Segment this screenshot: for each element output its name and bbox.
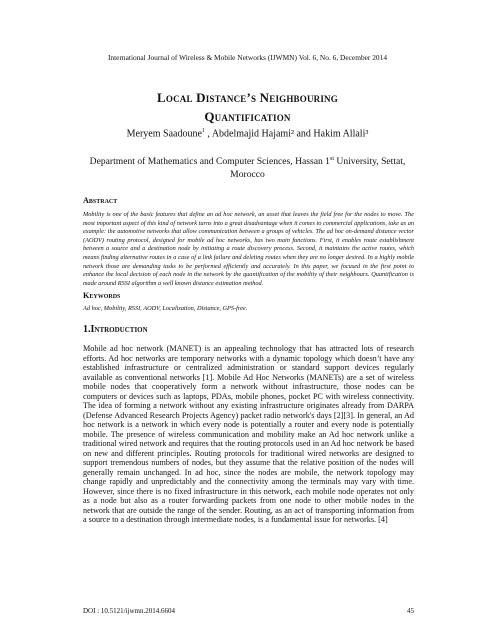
author-1: Meryem Saadoune bbox=[126, 128, 202, 140]
author-list bbox=[40, 128, 455, 139]
page-number: 45 bbox=[407, 607, 414, 615]
affiliation-line-1: Department of Mathematics and Computer Sciences, Hassan 1st University, Settat, bbox=[89, 156, 406, 168]
keywords-text: Ad hoc, Mobility, RSSI, AODV, Localization, Distance, GPS-free. bbox=[83, 305, 248, 312]
abstract-text: Mobility is one of the basic features that define an ad hoc network, an asset that leaves the field free for the nodes to move. The most important aspect of this kind of network turns into a great disadvantage when it comes to commercial applications, take as an example: the automotive networks that allow communication between a groups of vehicles. The ad hoc on-demand distance vector (AODV) routing protocol, designed for mobile ad hoc networks, has two main functions. First, it enables route establishment between a source and a destination node by initiating a route discovery process. Second, it maintains the active routes, which means finding alternative routes in a case of a link failure and deleting routes when they are no longer desired. In a highly mobile network those are demanding tasks to be performed efficiently and accurately. In this paper, we focused in the first point to enhance the local decision of each node in the network by the quantification of the mobility of their neighbours. Quantification is made around RSSI algorithm a well known distance estimation method. bbox=[83, 211, 414, 287]
abstract-heading: Abstract bbox=[83, 196, 118, 205]
keywords-heading: Keywords bbox=[83, 291, 121, 300]
affiliation bbox=[70, 153, 425, 181]
title-line-2: Quantification bbox=[204, 109, 291, 124]
paper-title bbox=[60, 88, 435, 126]
journal-header: International Journal of Wireless & Mobile Networks (IJWMN) Vol. 6, No. 6, December 2014 bbox=[107, 53, 388, 62]
introduction-text: Mobile ad hoc network (MANET) is an appealing technology that has attracted lots of research efforts. Ad hoc networks are temporary networks with a dynamic topology which doesn’t have any established infrastructure or centralized administration or standard support devices regularly available as conventional networks [1]. Mobile Ad Hoc Networks (MANETs) are a set of wireless mobile nodes that cooperatively form a network without infrastructure, those nodes can be computers or devices such as laptops, PDAs, mobile phones, pocket PC with wireless connectivity. The idea of forming a network without any existing infrastructure originates already from DARPA (Defense Advanced Research Projects Agency) packet radio network's days [2][3]. In general, an Ad hoc network is a network in which every node is potentially a router and every node is potentially mobile. The presence of wireless communication and mobility make an Ad hoc network unlike a traditional wired network and requires that the routing protocols used in an Ad hoc network be based on new and different principles. Routing protocols for traditional wired networks are designed to support tremendous numbers of nodes, but they assume that the relative position of the nodes will generally remain unchanged. In ad hoc, since the nodes are mobile, the network topology may change rapidly and unpredictably and the connectivity among the terminals may vary with time. However, since there is no fixed infrastructure in this network, each mobile node operates not only as a node but also as a router forwarding packets from one node to other mobile nodes in the network that are outside the range of the sender. Routing, as an act of transporting information from a source to a destination through intermediate nodes, is a fundamental issue for networks. [4] bbox=[83, 344, 414, 524]
other-authors: , Abdelmajid Hajami² and Hakim Allali³ bbox=[207, 128, 369, 140]
affiliation-line-2: Morocco bbox=[230, 169, 265, 181]
introduction-heading: 1.Introduction bbox=[83, 324, 148, 335]
footer-doi: DOI : 10.5121/ijwmn.2014.6604 bbox=[83, 607, 175, 615]
author-1-affiliation-mark: 1 bbox=[201, 128, 205, 134]
title-line-1: Local Distance’s Neighbouring bbox=[157, 90, 338, 105]
